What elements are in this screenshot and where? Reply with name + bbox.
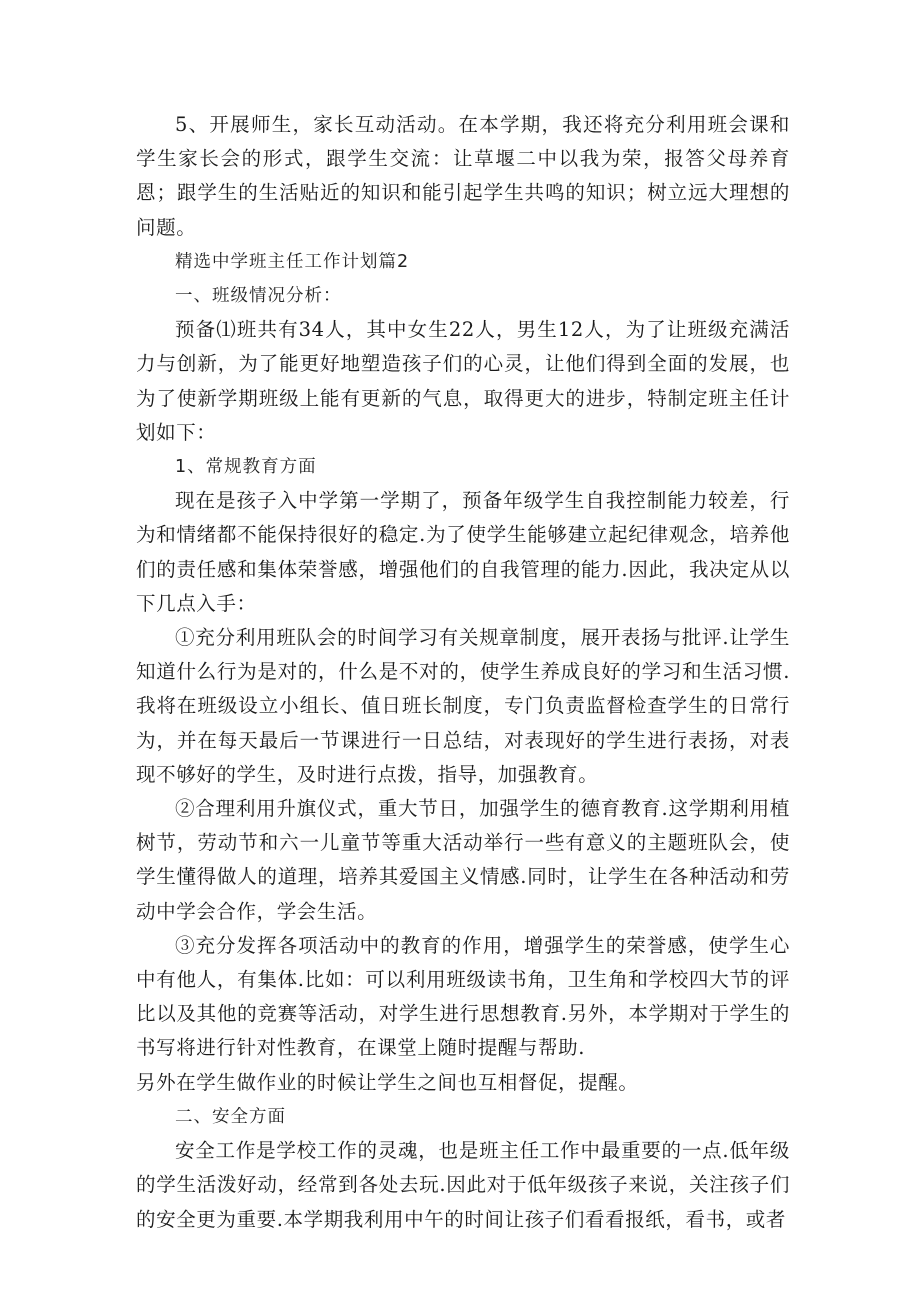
document-body (136, 108, 790, 1237)
heading-routine-education: 1、常规教育方面 (175, 457, 317, 478)
section-title-plan-2: 精选中学班主任工作计划篇2 (175, 251, 410, 272)
paragraph-routine-intro: 现在是孩子入中学第一学期了，预备年级学生自我控制能力较差，行为和情绪都不能保持很好的稳定.为了使学生能够建立起纪律观念，培养他们的责任感和集体荣誉感，增强他们的自我管理的能力.因此，我决定从以下几点入手： (136, 489, 790, 615)
paragraph-safety: 安全工作是学校工作的灵魂，也是班主任工作中最重要的一点.低年级的学生活泼好动，经常到各处去玩.因此对于低年级孩子来说，关注孩子们的安全更为重要.本学期我利用中午的时间让孩子们看看报纸，看书，或者 (136, 1139, 790, 1231)
paragraph-item-1: ①充分利用班队会的时间学习有关规章制度，展开表扬与批评.让学生知道什么行为是对的，什么是不对的，使学生养成良好的学习和生活习惯.我将在班级设立小组长、值日班长制度，专门负责监督检查学生的日常行为，并在每天最后一节课进行一日总结，对表现好的学生进行表扬，对表现不够好的学生，及时进行点拨，指导，加强教育。 (136, 626, 790, 786)
paragraph-homework-supervision: 另外在学生做作业的时候让学生之间也互相督促，提醒。 (136, 1070, 639, 1094)
paragraph-item-3: ③充分发挥各项活动中的教育的作用，增强学生的荣誉感，使学生心中有他人，有集体.比如：可以利用班级读书角，卫生角和学校四大节的评比以及其他的竞赛等活动，对学生进行思想教育.另外，本学期对于学生的书写将进行针对性教育，在课堂上随时提醒与帮助. (136, 933, 790, 1060)
paragraph-parent-interaction: 5、开展师生，家长互动活动。在本学期，我还将充分利用班会课和学生家长会的形式，跟学生交流：让草堰二中以我为荣，报答父母养育恩；跟学生的生活贴近的知识和能引起学生共鸣的知识；树立远大理想的问题。 (136, 113, 790, 239)
paragraph-item-2: ②合理利用升旗仪式，重大节日，加强学生的德育教育.这学期利用植树节，劳动节和六一儿童节等重大活动举行一些有意义的主题班队会，使学生懂得做人的道理，培养其爱国主义情感.同时，让学生在各种活动和劳动中学会合作，学会生活。 (136, 797, 790, 923)
paragraph-class-overview: 预备⑴班共有34人，其中女生22人，男生12人，为了让班级充满活力与创新，为了能更好地塑造孩子们的心灵，让他们得到全面的发展，也为了使新学期班级上能有更新的气息，取得更大的进步，特制定班主任计划如下： (136, 318, 790, 444)
heading-safety: 二、安全方面 (175, 1106, 286, 1127)
heading-class-analysis: 一、班级情况分析： (175, 286, 342, 307)
